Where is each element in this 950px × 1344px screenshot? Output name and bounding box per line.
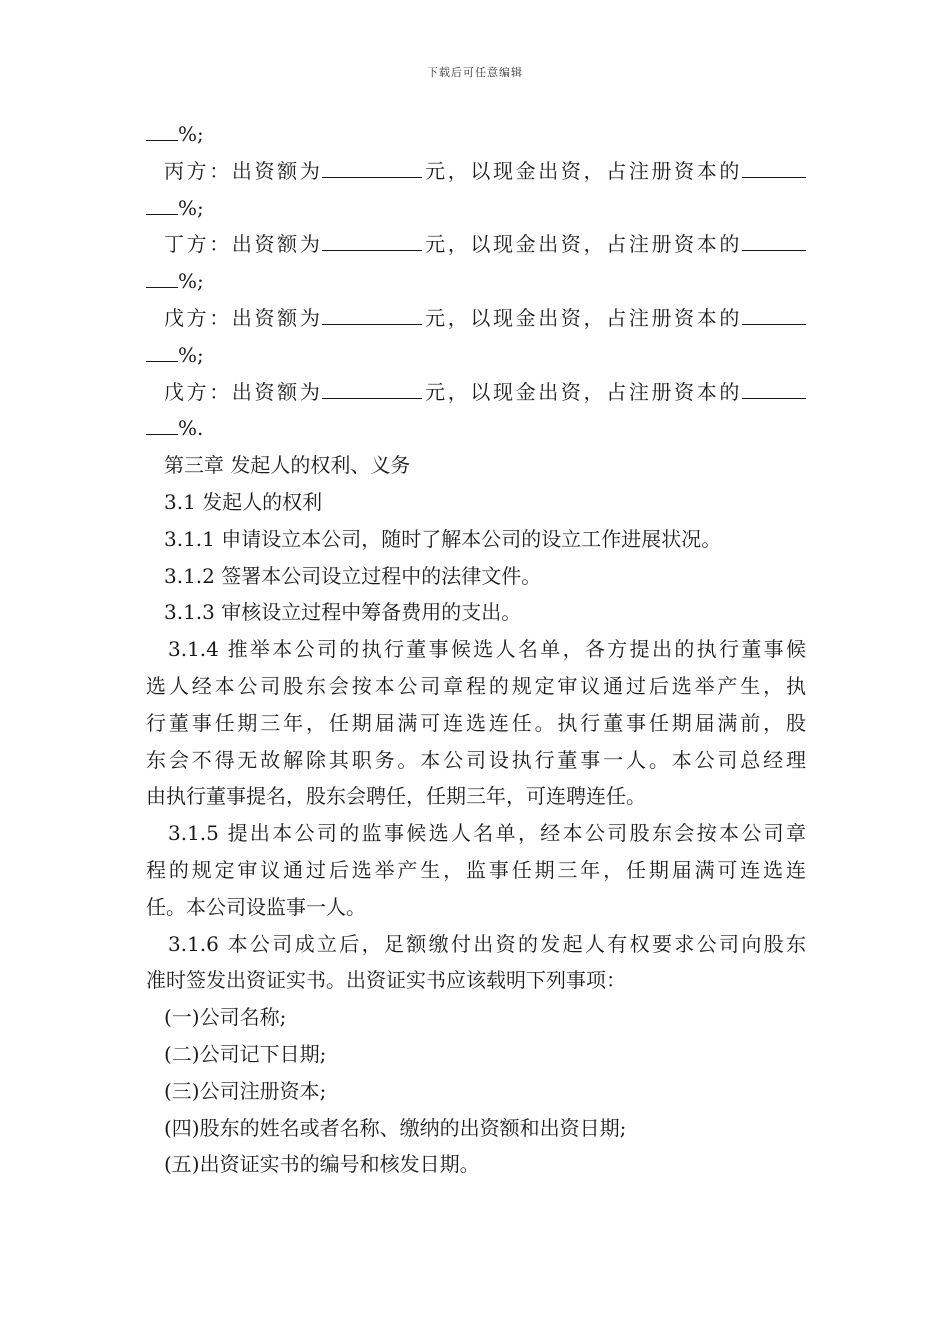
clause-line: 3.1.5 提出本公司的监事候选人名单，经本公司股东会按本公司章 — [168, 821, 806, 846]
clause-3-1-3: 3.1.3 审核设立过程中筹备费用的支出。 — [164, 600, 522, 625]
percent-blank — [742, 303, 806, 325]
document-body — [146, 116, 806, 1183]
percent-text: %; — [178, 342, 204, 367]
percent-text: %; — [178, 269, 204, 294]
list-item: (四)股东的姓名或者名称、缴纳的出资额和出资日期; — [164, 1115, 627, 1140]
party-label: 戊方：出资额为 — [164, 305, 323, 330]
contribution-bing — [146, 153, 806, 190]
clause-line: 3.1.6 本公司成立后，足额缴付出资的发起人有权要求公司向股东 — [168, 931, 806, 956]
certificate-items-list — [146, 999, 806, 1183]
contribution-text: 元，以现金出资，占注册资本的 — [422, 232, 743, 257]
list-item: (二)公司记下日期; — [164, 1041, 327, 1066]
clause-line: 准时签发出资证实书。出资证实书应该载明下列事项： — [146, 968, 626, 993]
clause-line: 3.1.4 推举本公司的执行董事候选人名单，各方提出的执行董事候 — [168, 637, 806, 662]
amount-blank — [322, 303, 422, 325]
amount-blank — [322, 156, 422, 178]
percent-text: %; — [178, 122, 204, 146]
contribution-text: 元，以现金出资，占注册资本的 — [422, 158, 743, 183]
percent-blank — [742, 229, 806, 251]
percent-text: %; — [178, 195, 204, 220]
blank-line — [146, 340, 178, 362]
contribution-bing-continuation — [146, 190, 806, 227]
clause-3-1-1: 3.1.1 申请设立本公司，随时了解本公司的设立工作进展状况。 — [164, 526, 722, 551]
party-label: 戊方：出资额为 — [164, 379, 323, 404]
list-item: (一)公司名称; — [164, 1005, 287, 1030]
clause-3-1-6 — [146, 926, 806, 1000]
percent-blank — [742, 156, 806, 178]
page-header: 下载后可任意编辑 — [427, 66, 523, 79]
percent-blank — [742, 377, 806, 399]
list-item: (五)出资证实书的编号和核发日期。 — [164, 1152, 480, 1177]
contribution-text: 元，以现金出资，占注册资本的 — [422, 379, 743, 404]
blank-line — [146, 413, 178, 435]
percent-text: %. — [178, 416, 204, 441]
contribution-wu-1 — [146, 300, 806, 337]
contribution-wu-2 — [146, 374, 806, 411]
party-label: 丙方：出资额为 — [164, 158, 323, 183]
clause-line: 行董事任期三年，任期届满可连选连任。执行董事任期届满前，股 — [146, 710, 806, 735]
contribution-text: 元，以现金出资，占注册资本的 — [422, 305, 743, 330]
clause-line: 东会不得无故解除其职务。本公司设执行董事一人。本公司总经理 — [146, 747, 806, 772]
clause-line: 程的规定审议通过后选举产生，监事任期三年，任期届满可连选连 — [146, 857, 806, 882]
clause-3-1-2: 3.1.2 签署本公司设立过程中的法律文件。 — [164, 563, 542, 588]
contribution-wu-2-continuation — [146, 410, 806, 447]
contribution-ding-continuation — [146, 263, 806, 300]
chapter-title: 第三章 发起人的权利、义务 — [164, 453, 411, 478]
clause-line: 任。本公司设监事一人。 — [146, 894, 366, 919]
clause-line: 选人经本公司股东会按本公司章程的规定审议通过后选举产生，执 — [146, 673, 806, 698]
blank-line — [146, 119, 178, 141]
contribution-continuation — [146, 116, 806, 153]
clause-line: 由执行董事提名，股东会聘任，任期三年，可连聘连任。 — [146, 784, 646, 809]
blank-line — [146, 266, 178, 288]
section-title: 3.1 发起人的权利 — [164, 489, 323, 514]
amount-blank — [322, 229, 422, 251]
amount-blank — [322, 377, 422, 399]
list-item: (三)公司注册资本; — [164, 1078, 327, 1103]
clause-3-1-5 — [146, 815, 806, 925]
contribution-wu-1-continuation — [146, 337, 806, 374]
party-label: 丁方：出资额为 — [164, 232, 323, 257]
clause-3-1-4 — [146, 631, 806, 815]
contribution-ding — [146, 226, 806, 263]
blank-line — [146, 193, 178, 215]
